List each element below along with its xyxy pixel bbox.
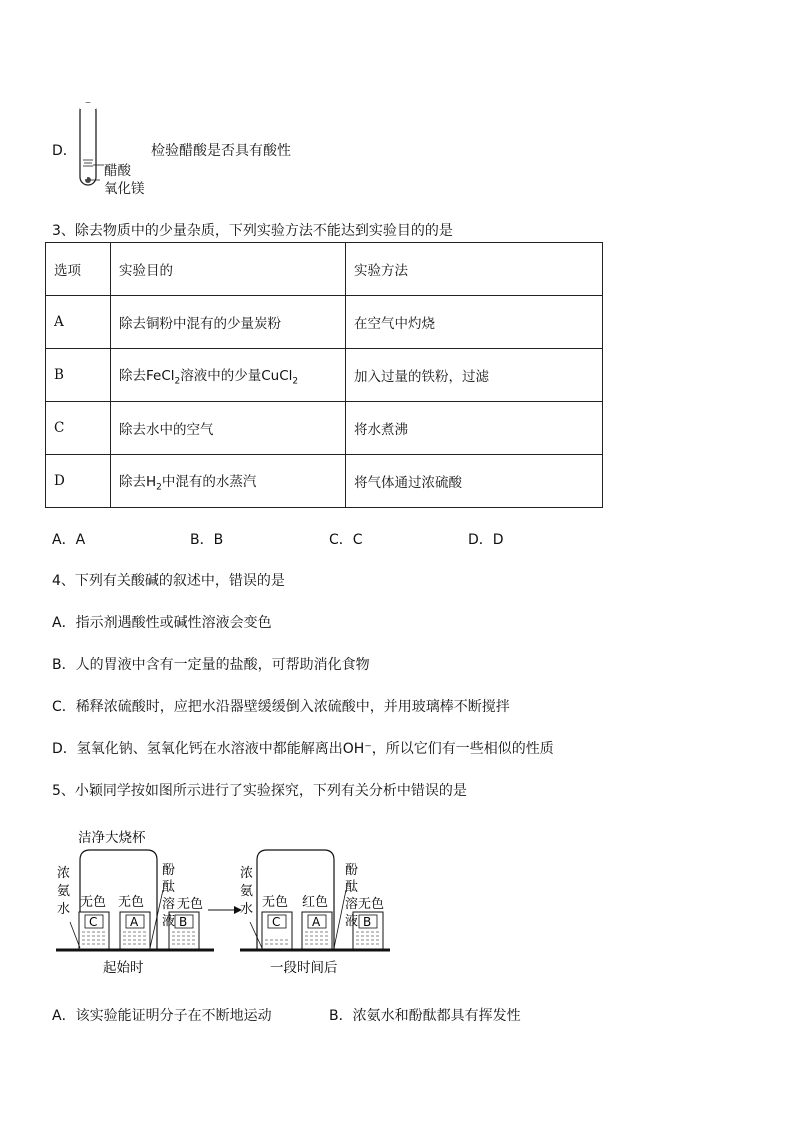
label-beaker-c: C xyxy=(89,915,98,929)
table-cell-purpose: 除去铜粉中混有的少量炭粉 xyxy=(111,296,346,349)
caption-start: 起始时 xyxy=(103,960,144,976)
label-ammonia-char: 浓 xyxy=(57,866,71,881)
table-row xyxy=(46,455,603,508)
table-header-cell: 实验目的 xyxy=(111,243,346,296)
q2-option-d-letter: D． xyxy=(52,143,77,159)
q3-answer-c: C．C xyxy=(329,532,363,548)
q3-table xyxy=(45,242,603,508)
table-cell-method: 在空气中灼烧 xyxy=(346,296,603,349)
scene-after xyxy=(240,850,390,976)
subscript: 2 xyxy=(156,482,162,493)
table-row xyxy=(46,402,603,455)
table-cell-purpose: 除去水中的空气 xyxy=(111,402,346,455)
table-cell-purpose xyxy=(111,349,346,402)
label-colorless: 无色 xyxy=(262,895,289,910)
label-colorless: 无色 xyxy=(118,895,145,910)
label-ammonia-char: 浓 xyxy=(240,866,254,881)
label-colorless: 无色 xyxy=(358,897,385,912)
purpose-text: 除去FeCl xyxy=(119,367,175,384)
q4-option-d: D．氢氧化钠、氢氧化钙在水溶液中都能解离出OH⁻，所以它们有一些相似的性质 xyxy=(52,741,554,757)
label-phenol-char: 液 xyxy=(345,914,359,929)
table-cell-option: C xyxy=(46,402,111,455)
caption-after: 一段时间后 xyxy=(270,960,338,976)
q3-stem: 3、除去物质中的少量杂质，下列实验方法不能达到实验目的的是 xyxy=(52,223,453,239)
label-big-beaker: 洁净大烧杯 xyxy=(78,830,146,846)
purpose-text: 溶液中的少量CuCl xyxy=(180,367,293,384)
label-colorless: 无色 xyxy=(80,895,107,910)
table-cell-method: 加入过量的铁粉，过滤 xyxy=(346,349,603,402)
label-beaker-a: A xyxy=(312,915,321,929)
label-acetic-acid: 醋酸 xyxy=(104,163,131,179)
label-colorless: 无色 xyxy=(177,897,204,912)
subscript: 2 xyxy=(174,376,181,387)
q5-experiment-figure xyxy=(50,822,390,982)
table-header-cell: 选项 xyxy=(46,243,111,296)
q4-stem: 4、下列有关酸碱的叙述中，错误的是 xyxy=(52,573,285,589)
table-row xyxy=(46,349,603,402)
q4-option-a: A．指示剂遇酸性或碱性溶液会变色 xyxy=(52,615,272,631)
subscript: 2 xyxy=(292,376,299,387)
table-cell-purpose xyxy=(111,455,346,508)
table-row xyxy=(46,296,603,349)
label-phenol-char: 酞 xyxy=(162,880,176,895)
table-header-cell: 实验方法 xyxy=(346,243,603,296)
q3-answer-b: B．B xyxy=(190,532,224,548)
table-cell-option: D xyxy=(46,455,111,508)
q2-option-d-text: 检验醋酸是否具有酸性 xyxy=(151,143,291,159)
label-phenol-char: 溶 xyxy=(345,897,359,912)
label-beaker-a: A xyxy=(130,915,139,929)
q5-option-b: B．浓氨水和酚酞都具有挥发性 xyxy=(329,1008,521,1024)
purpose-text: 中混有的水蒸汽 xyxy=(161,473,257,490)
q5-option-a: A．该实验能证明分子在不断地运动 xyxy=(52,1008,272,1024)
table-cell-method: 将气体通过浓硫酸 xyxy=(346,455,603,508)
q3-answer-a: A．A xyxy=(52,532,86,548)
table-cell-method: 将水煮沸 xyxy=(346,402,603,455)
q5-stem: 5、小颖同学按如图所示进行了实验探究，下列有关分析中错误的是 xyxy=(52,783,467,799)
label-beaker-b: B xyxy=(179,915,188,929)
label-phenol-char: 液 xyxy=(162,914,176,929)
label-ammonia-char: 氨 xyxy=(240,884,254,899)
table-cell-option: B xyxy=(46,349,111,402)
label-phenol-char: 酞 xyxy=(345,880,359,895)
scene-start xyxy=(56,850,214,976)
label-ammonia-char: 氨 xyxy=(57,884,71,899)
q4-option-b: B．人的胃液中含有一定量的盐酸，可帮助消化食物 xyxy=(52,657,370,673)
table-header-row xyxy=(46,243,603,296)
q4-option-c: C．稀释浓硫酸时，应把水沿器壁缓缓倒入浓硫酸中，并用玻璃棒不断搅拌 xyxy=(52,699,510,715)
label-phenol-char: 酚 xyxy=(162,863,176,878)
q3-answer-d: D．D xyxy=(468,532,504,548)
label-beaker-b: B xyxy=(363,915,372,929)
purpose-text: 除去H xyxy=(119,473,157,490)
label-beaker-c: C xyxy=(272,915,281,929)
label-ammonia-char: 水 xyxy=(240,902,254,917)
label-phenol-char: 酚 xyxy=(345,863,359,878)
test-tube xyxy=(80,103,96,185)
table-cell-option: A xyxy=(46,296,111,349)
label-magnesium-oxide: 氧化镁 xyxy=(104,181,145,197)
label-red: 红色 xyxy=(302,895,329,910)
label-ammonia-char: 水 xyxy=(57,902,71,917)
label-phenol-char: 溶 xyxy=(162,897,176,912)
